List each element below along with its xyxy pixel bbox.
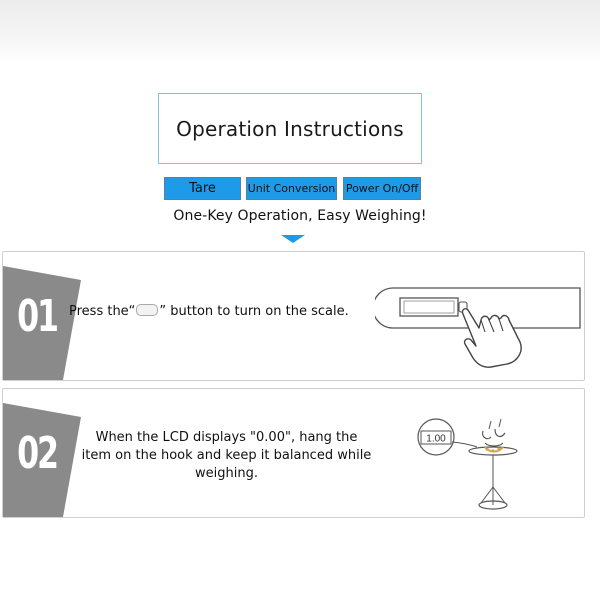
unit-conversion-button-label: Unit Conversion <box>247 182 336 195</box>
step-1-text-before: Press the“ <box>69 304 136 319</box>
page-title-text: Operation Instructions <box>176 116 404 141</box>
hook-icon <box>415 407 525 515</box>
power-button-label: Power On/Off <box>345 182 419 195</box>
step-panel-2 <box>2 388 585 518</box>
step-number-2: 02 <box>17 427 57 479</box>
power-key-icon <box>136 304 158 316</box>
step-number-1: 01 <box>17 290 57 342</box>
step-1-instruction <box>69 304 349 319</box>
tare-button-label: Tare <box>189 181 216 196</box>
step-2-instruction: When the LCD displays "0.00", hang the item on the hook and keep it balanced while weighing. <box>81 430 372 481</box>
hand-pointer-icon <box>462 309 521 367</box>
tagline: One-Key Operation, Easy Weighing! <box>173 208 427 224</box>
power-button[interactable] <box>343 177 421 200</box>
tare-button[interactable] <box>164 177 241 200</box>
arrow-down-icon <box>281 235 305 243</box>
key-button-row <box>0 177 600 200</box>
page-title <box>158 93 422 164</box>
unit-conversion-button[interactable] <box>246 177 337 200</box>
step-panel-1 <box>2 251 585 381</box>
lcd-display-value: 1.00 <box>426 433 446 445</box>
scale-icon <box>375 282 585 382</box>
top-shade-band <box>0 0 600 62</box>
step-1-text-after: ” button to turn on the scale. <box>159 304 349 319</box>
